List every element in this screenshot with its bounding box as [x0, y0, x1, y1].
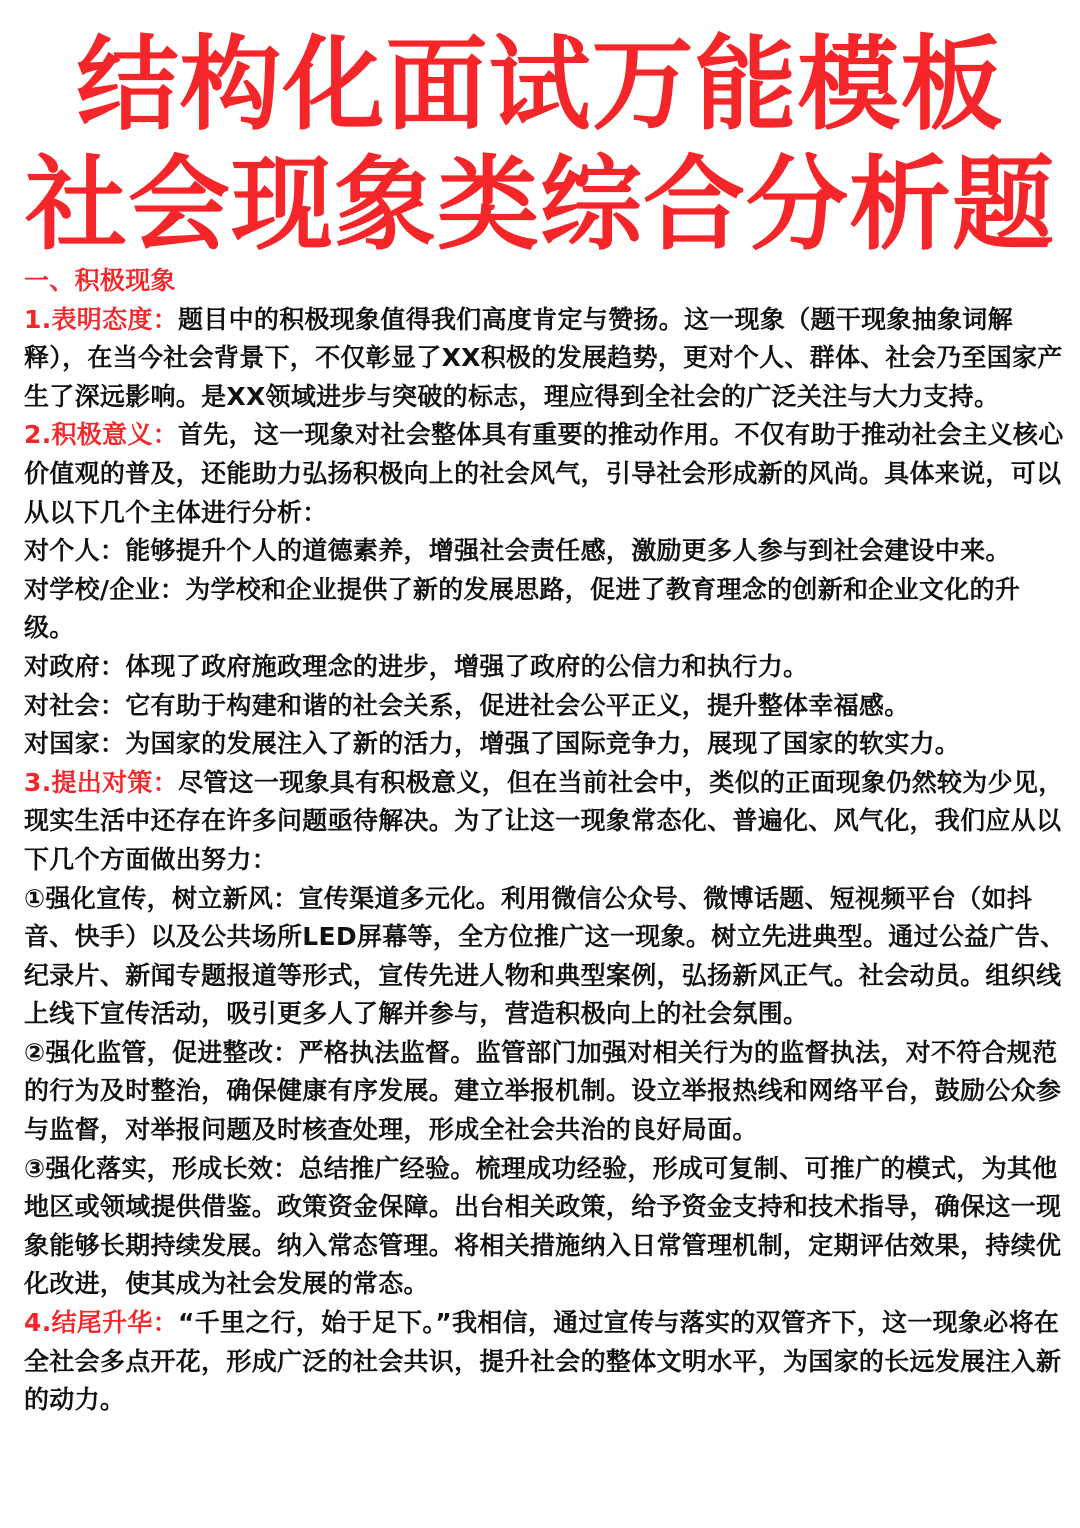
paragraph-countermeasures	[24, 764, 1068, 880]
section-heading: 一、积极现象	[24, 266, 176, 295]
list-item: 对国家：为国家的发展注入了新的活力，增强了国际竞争力，展现了国家的软实力。	[24, 729, 961, 759]
document-body	[24, 262, 1068, 1420]
label-significance: 2.积极意义：	[24, 420, 178, 450]
list-item: ②强化监管，促进整改：严格执法监督。监管部门加强对相关行为的监督执法，对不符合规范的行为及时整治，确保健康有序发展。建立举报机制。设立举报热线和网络平台，鼓励公众参与监督，对举报问题及时核查处理，形成全社会共治的良好局面。	[24, 1037, 1062, 1145]
text-countermeasures: 尽管这一现象具有积极意义，但在当前社会中，类似的正面现象仍然较为少见，现实生活中还存在许多问题亟待解决。为了让这一现象常态化、普遍化、风气化，我们应从以下几个方面做出努力：	[24, 767, 1064, 874]
text-significance: 首先，这一现象对社会整体具有重要的推动作用。不仅有助于推动社会主义核心价值观的普及，还能助力弘扬积极向上的社会风气，引导社会形成新的风尚。具体来说，可以从以下几个主体进行分析：	[24, 420, 1064, 527]
list-item: 对个人：能够提升个人的道德素养，增强社会责任感，激励更多人参与到社会建设中来。	[24, 536, 1011, 566]
paragraph-significance	[24, 416, 1068, 532]
label-conclusion: 4.结尾升华：	[24, 1308, 178, 1338]
label-countermeasures: 3.提出对策：	[24, 767, 178, 797]
list-item: 对政府：体现了政府施政理念的进步，增强了政府的公信力和执行力。	[24, 651, 809, 681]
title-line-2: 社会现象类综合分析题	[25, 146, 1055, 265]
label-stance: 1.表明态度：	[24, 304, 178, 334]
paragraph-stance	[24, 301, 1068, 417]
paragraph-conclusion	[24, 1304, 1068, 1420]
list-item: 对社会：它有助于构建和谐的社会关系，促进社会公平正义，提升整体幸福感。	[24, 690, 910, 720]
text-stance: 题目中的积极现象值得我们高度肯定与赞扬。这一现象（题干现象抽象词解释），在当今社会背景下，不仅彰显了XX积极的发展趋势，更对个人、群体、社会乃至国家产生了深远影响。是XX领域进步与突破的标志，理应得到全社会的广泛关注与大力支持。	[24, 304, 1063, 411]
title-line-1: 结构化面试万能模板	[76, 26, 1004, 145]
list-item: 对学校/企业：为学校和企业提供了新的发展思路，促进了教育理念的创新和企业文化的升级。	[24, 574, 1021, 643]
text-conclusion: “千里之行，始于足下。”我相信，通过宣传与落实的双管齐下，这一现象必将在全社会多点开花，形成广泛的社会共识，提升社会的整体文明水平，为国家的长远发展注入新的动力。	[24, 1308, 1062, 1415]
list-item: ③强化落实，形成长效：总结推广经验。梳理成功经验，形成可复制、可推广的模式，为其他地区或领域提供借鉴。政策资金保障。出台相关政策，给予资金支持和技术指导，确保这一现象能够长期持续发展。纳入常态管理。将相关措施纳入日常管理机制，定期评估效果，持续优化改进，使其成为社会发展的常态。	[24, 1153, 1062, 1299]
list-item: ①强化宣传，树立新风：宣传渠道多元化。利用微信公众号、微博话题、短视频平台（如抖音、快手）以及公共场所LED屏幕等，全方位推广这一现象。树立先进典型。通过公益广告、纪录片、新闻专题报道等形式，宣传先进人物和典型案例，弘扬新风正气。社会动员。组织线上线下宣传活动，吸引更多人了解并参与，营造积极向上的社会氛围。	[24, 883, 1066, 1029]
